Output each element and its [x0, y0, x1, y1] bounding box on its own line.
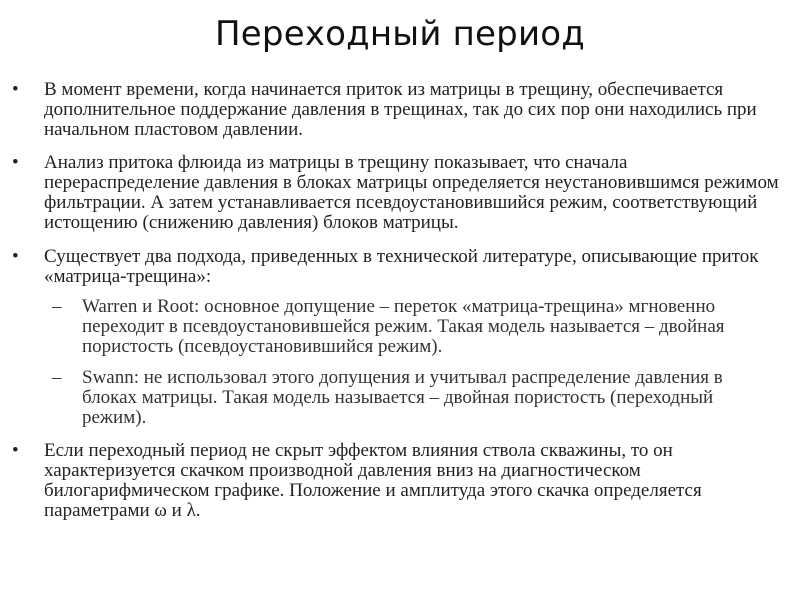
- sub-bullet-text: Warren и Root: основное допущение – переток «матрица-трещина» мгновенно переходит в псевдоустановившейся режим. Такая модель называется – двойная пористость (псевдоустановившийся режим).: [82, 296, 725, 357]
- slide-content: [0, 80, 800, 521]
- bullet-item: [0, 153, 800, 233]
- bullet-text: В момент времени, когда начинается приток из матрицы в трещину, обеспечивается дополнительное поддержание давления в трещинах, так до сих пор они находились при начальном пластовом давлении.: [44, 79, 757, 140]
- bullet-item: [0, 441, 800, 521]
- sub-bullet-item: [0, 297, 800, 357]
- bullet-item: [0, 247, 800, 287]
- sub-bullet-marker: –: [52, 367, 62, 388]
- bullet-marker: •: [12, 152, 19, 173]
- bullet-text: Существует два подхода, приведенных в технической литературе, описывающие приток «матрица-трещина»:: [44, 246, 759, 287]
- bullet-marker: •: [12, 79, 19, 100]
- bullet-marker: •: [12, 246, 19, 267]
- sub-bullet-marker: –: [52, 296, 62, 317]
- sub-bullet-item: [0, 368, 800, 428]
- bullet-item: [0, 80, 800, 140]
- bullet-text: Анализ притока флюида из матрицы в трещину показывает, что сначала перераспределение давления в блоках матрицы определяется неустановившимся режимом фильтрации. А затем устанавливается псевдоустановившийся режим, соответствующий истощению (снижению давления) блоков матрицы.: [44, 152, 779, 233]
- slide-title: Переходный период: [215, 14, 585, 54]
- bullet-marker: •: [12, 440, 19, 461]
- sub-bullet-text: Swann: не использовал этого допущения и учитывал распределение давления в блоках матрицы. Такая модель называется – двойная пористость (переходный режим).: [82, 367, 723, 428]
- bullet-text: Если переходный период не скрыт эффектом влияния ствола скважины, то он характеризуется скачком производной давления вниз на диагностическом билогарифмическом графике. Положение и амплитуда этого скачка определяется параметрами ω и λ.: [44, 440, 702, 521]
